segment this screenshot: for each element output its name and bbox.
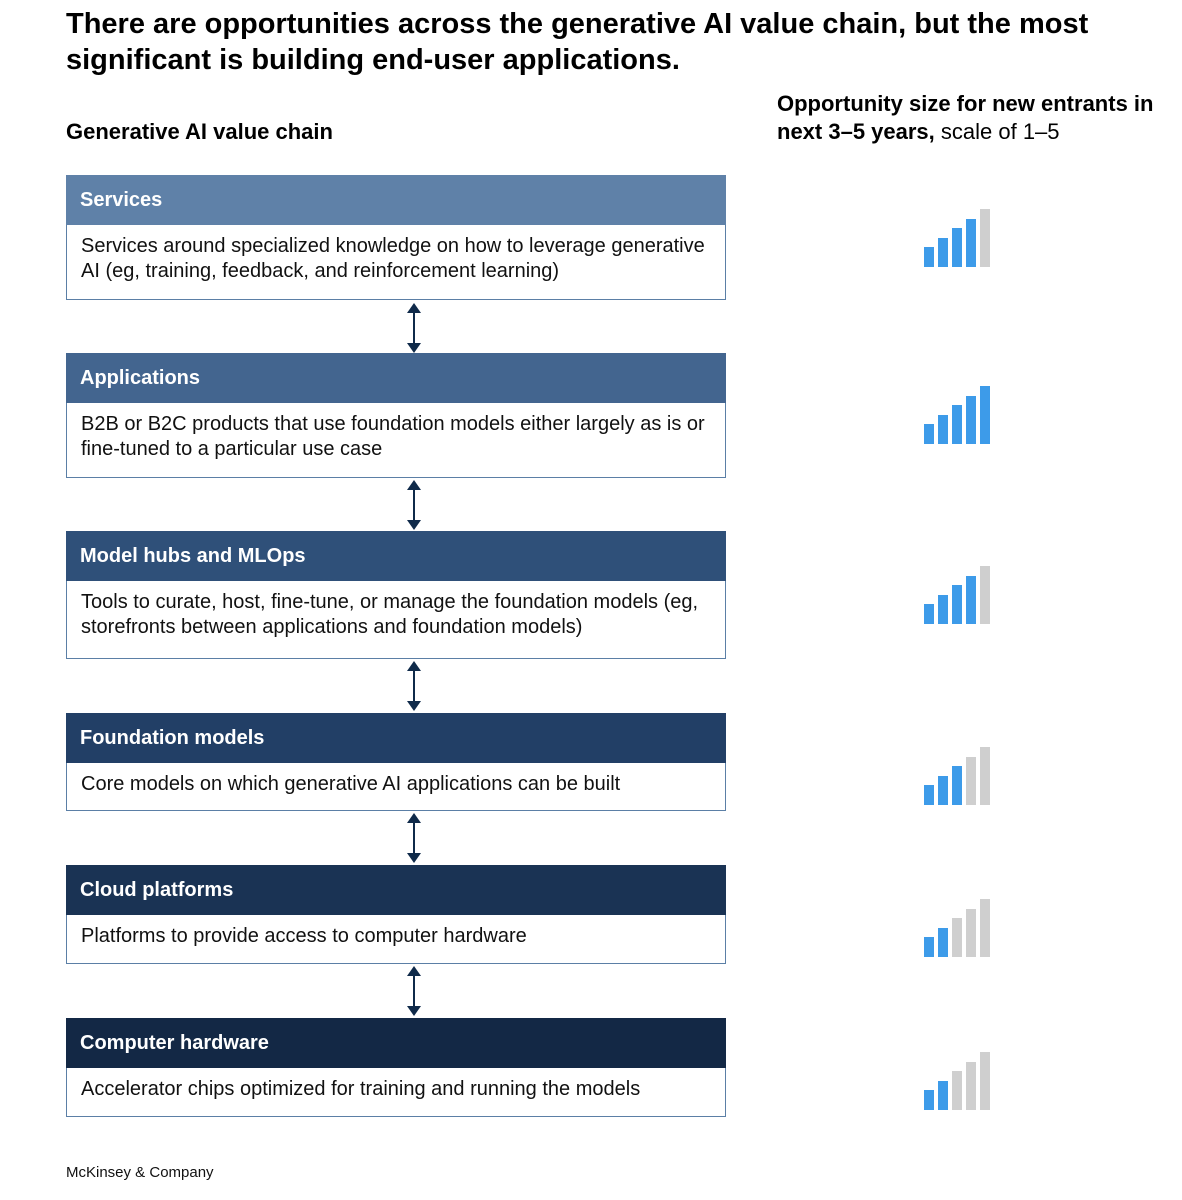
bidirectional-arrow-icon: [404, 966, 424, 1016]
opportunity-bar-filled: [952, 405, 962, 444]
opportunity-bar-empty: [952, 1071, 962, 1110]
opportunity-bar-filled: [938, 415, 948, 444]
layer-foundation-models: [66, 713, 726, 811]
opportunity-bar-filled: [966, 396, 976, 444]
opportunity-bar-filled: [938, 238, 948, 267]
opportunity-bars-applications: [924, 384, 994, 444]
opportunity-bar-filled: [938, 595, 948, 624]
opportunity-bar-empty: [952, 918, 962, 957]
opportunity-bar-filled: [924, 424, 934, 444]
layer-header: Foundation models: [66, 713, 726, 763]
layer-description: Core models on which generative AI applications can be built: [66, 763, 726, 811]
opportunity-bar-filled: [966, 219, 976, 267]
opportunity-bar-filled: [952, 585, 962, 624]
layer-description: Accelerator chips optimized for training and running the models: [66, 1068, 726, 1117]
opportunity-bar-empty: [980, 209, 990, 267]
layer-applications: [66, 353, 726, 478]
opportunity-bar-empty: [980, 747, 990, 805]
bidirectional-arrow-icon: [404, 303, 424, 353]
opportunity-bar-filled: [924, 604, 934, 624]
opportunity-bars-cloud-platforms: [924, 897, 994, 957]
bidirectional-arrow-icon: [404, 480, 424, 530]
opportunity-bar-empty: [966, 909, 976, 957]
opportunity-bar-filled: [952, 228, 962, 267]
opportunity-bar-empty: [980, 1052, 990, 1110]
bidirectional-arrow-icon: [404, 661, 424, 711]
value-chain-heading: Generative AI value chain: [66, 119, 333, 144]
opportunity-bar-filled: [924, 247, 934, 267]
layer-cloud-platforms: [66, 865, 726, 964]
layer-header: Computer hardware: [66, 1018, 726, 1068]
page-title: There are opportunities across the generative AI value chain, but the most significant is building end-user applications.: [66, 8, 1089, 76]
opportunity-bar-filled: [924, 1090, 934, 1110]
opportunity-bar-empty: [966, 757, 976, 805]
opportunity-heading-scale: scale of 1–5: [934, 119, 1060, 144]
layer-header: Cloud platforms: [66, 865, 726, 915]
opportunity-bar-filled: [924, 937, 934, 957]
layer-computer-hardware: [66, 1018, 726, 1117]
opportunity-bar-filled: [966, 576, 976, 624]
opportunity-bars-services: [924, 207, 994, 267]
opportunity-bar-empty: [980, 899, 990, 957]
opportunity-bar-filled: [938, 1081, 948, 1110]
opportunity-bars-computer-hardware: [924, 1050, 994, 1110]
opportunity-bars-model-hubs: [924, 564, 994, 624]
opportunity-bar-filled: [924, 785, 934, 805]
opportunity-bar-filled: [938, 776, 948, 805]
bidirectional-arrow-icon: [404, 813, 424, 863]
layer-description: Services around specialized knowledge on how to leverage generative AI (eg, training, feedback, and reinforcement learning): [66, 225, 726, 300]
opportunity-bar-empty: [980, 566, 990, 624]
layer-header: Applications: [66, 353, 726, 403]
footer-credit: McKinsey & Company: [66, 1164, 214, 1181]
opportunity-bar-filled: [980, 386, 990, 444]
layer-header: Services: [66, 175, 726, 225]
opportunity-bar-empty: [966, 1062, 976, 1110]
layer-description: B2B or B2C products that use foundation models either largely as is or fine-tuned to a particular use case: [66, 403, 726, 478]
layer-services: [66, 175, 726, 300]
opportunity-bar-filled: [952, 766, 962, 805]
layer-description: Platforms to provide access to computer hardware: [66, 915, 726, 964]
opportunity-bar-filled: [938, 928, 948, 957]
layer-header: Model hubs and MLOps: [66, 531, 726, 581]
layer-description: Tools to curate, host, fine-tune, or manage the foundation models (eg, storefronts between applications and foundation models): [66, 581, 726, 659]
opportunity-heading-bold: Opportunity size for new entrants in next 3–5 years,: [777, 91, 1154, 144]
layer-model-hubs: [66, 531, 726, 659]
opportunity-bars-foundation-models: [924, 745, 994, 805]
opportunity-heading: [777, 90, 1167, 146]
